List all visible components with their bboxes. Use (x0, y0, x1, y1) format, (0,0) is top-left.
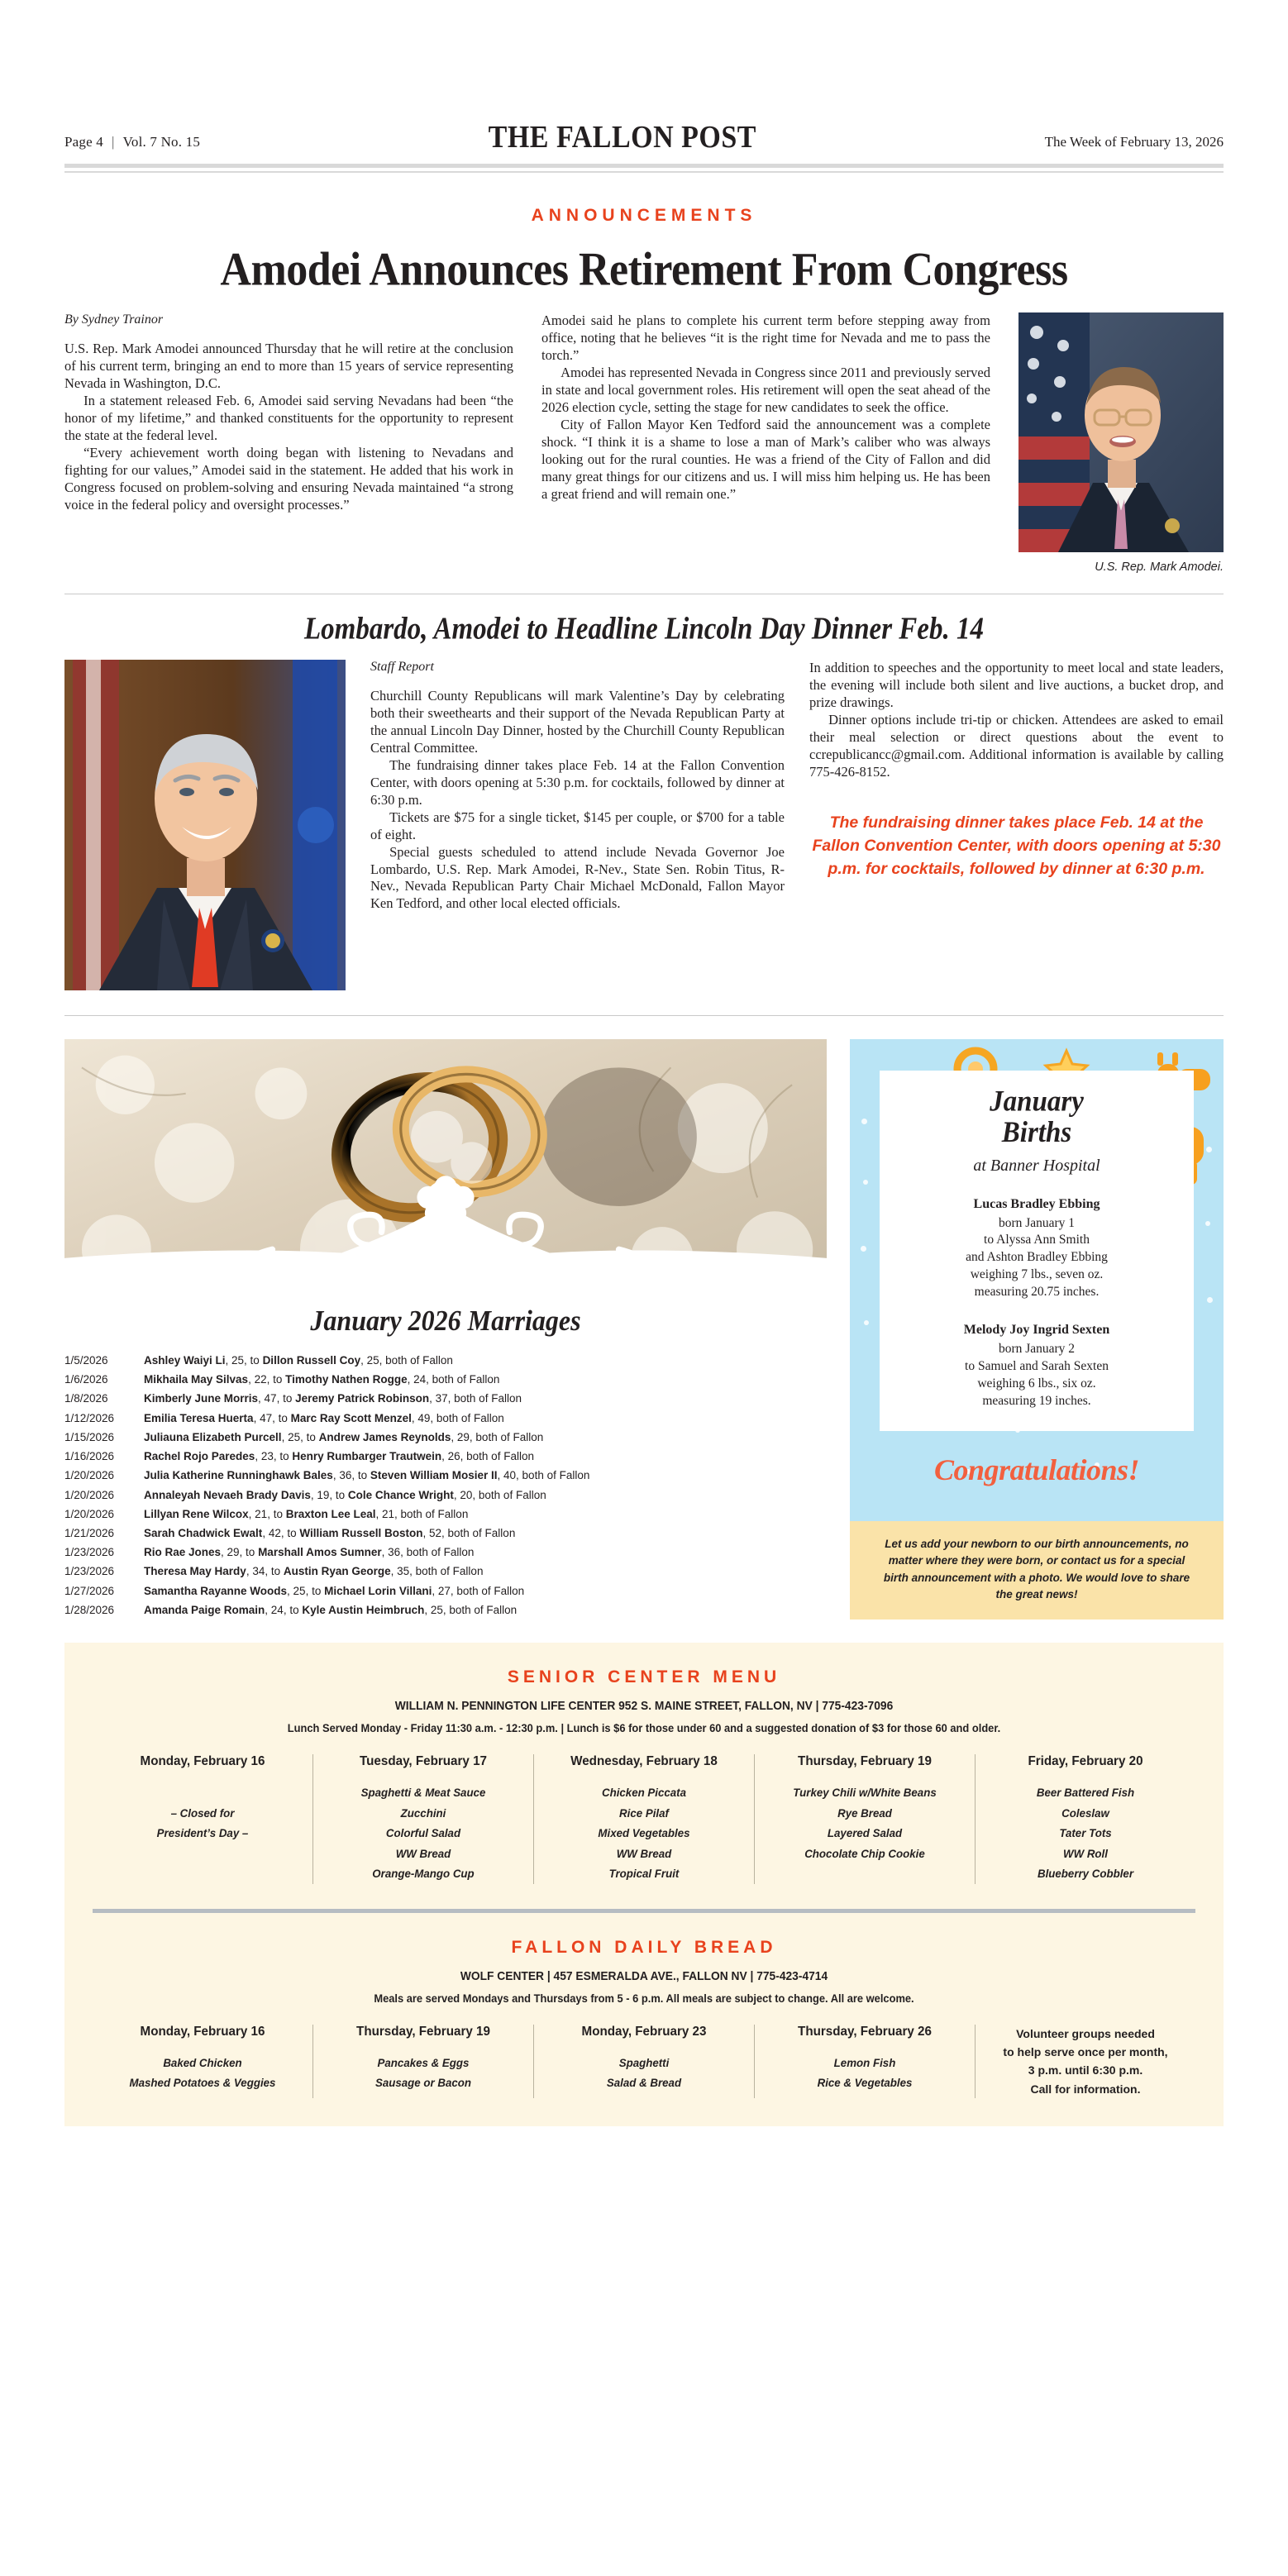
menu-day-label: Monday, February 23 (581, 2024, 707, 2039)
marriage-groom-name: Steven William Mosier II (370, 1469, 498, 1482)
menu-item: – Closed for (170, 1806, 235, 1820)
marriage-date: 1/28/2026 (64, 1603, 115, 1616)
marriage-names: Sarah Chadwick Ewalt, 42, to William Russell Boston, 52, both of Fallon (144, 1526, 516, 1539)
marriage-bride-name: Mikhaila May Silvas (144, 1373, 249, 1386)
menu-item: Beer Battered Fish (1036, 1786, 1135, 1800)
marriage-groom-name: Jeremy Patrick Robinson (295, 1392, 430, 1405)
masthead-rule (64, 164, 1224, 173)
article2-column-2 (809, 660, 1224, 880)
marriage-date: 1/12/2026 (64, 1411, 115, 1424)
marriage-groom-name: William Russell Boston (299, 1526, 423, 1539)
marriage-date: 1/23/2026 (64, 1546, 115, 1559)
marriage-names: Rio Rae Jones, 29, to Marshall Amos Sumner, 36, both of Fallon (144, 1546, 475, 1559)
paragraph: In a statement released Feb. 6, Amodei said serving Nevadans had been “the honor of my lifetime,” and thanked constituents for the opportunity to represent the state at the federal level. (64, 392, 513, 443)
birth-detail-line: weighing 6 lbs., six oz. (977, 1376, 1096, 1391)
marriage-bride-name: Sarah Chadwick Ewalt (144, 1526, 263, 1539)
marriage-bride-name: Kimberly June Morris (144, 1392, 259, 1405)
marriage-groom-name: Austin Ryan George (283, 1565, 391, 1578)
paragraph: The fundraising dinner takes place Feb. 14 at the Fallon Convention Center, with doors opening at 5:30 p.m. for cocktails, followed by dinner at 6:30 p.m. (370, 756, 785, 808)
menu-item: WW Bread (616, 1846, 672, 1860)
marriage-groom-name: Dillon Russell Coy (262, 1354, 361, 1367)
marriage-groom-name: Andrew James Reynolds (318, 1430, 451, 1443)
menu-item: Tropical Fruit (608, 1867, 680, 1881)
menu-day-label: Wednesday, February 18 (570, 1754, 718, 1769)
volunteer-note-column (976, 2025, 1195, 2099)
marriage-date: 1/20/2026 (64, 1488, 115, 1501)
senior-menu-address: WILLIAM N. PENNINGTON LIFE CENTER 952 S. MAINE STREET, FALLON, NV | 775-423-7096 (394, 1699, 894, 1714)
paragraph: Tickets are $75 for a single ticket, $145 per couple, or $700 for a table of eight. (370, 809, 785, 842)
paragraph: City of Fallon Mayor Ken Tedford said the announcement was a complete shock. “I think it is a shame to lose a man of Mark’s caliber who was always looking out for the rural counties. He was a friend of the City of Fallon and did many great things for our citizens and us. I will miss him helping us. He has been a great friend and will remain one.” (541, 416, 990, 502)
article2-pullquote: The fundraising dinner takes place Feb. 14 at the Fallon Convention Center, with doors opening at 5:30 p.m. for cocktails, followed by dinner at 6:30 p.m. (812, 813, 1221, 879)
marriage-names: Kimberly June Morris, 47, to Jeremy Patrick Robinson, 37, both of Fallon (144, 1392, 522, 1405)
menu-item: Blueberry Cobbler (1037, 1867, 1134, 1881)
community-menus-panel (64, 1643, 1224, 2126)
births-title-line2: Births (1001, 1116, 1072, 1149)
marriage-row (64, 1409, 827, 1428)
marriage-row (64, 1428, 827, 1447)
daily-bread-note: Meals are served Mondays and Thursdays from 5 - 6 p.m. All meals are subject to change. All are welcome. (374, 1991, 914, 2005)
marriage-row (64, 1562, 827, 1581)
sparkle-dot (1205, 1221, 1210, 1226)
menu-item: Rice & Vegetables (817, 2076, 913, 2090)
menu-day-column (976, 1754, 1195, 1884)
marriages-hero-image (64, 1039, 827, 1302)
marriage-names: Lillyan Rene Wilcox, 21, to Braxton Lee Leal, 21, both of Fallon (144, 1507, 469, 1520)
paragraph: Amodei said he plans to complete his current term before stepping away from office, noting that he believes “it is the right time for Nevada and me to pass the torch.” (541, 312, 990, 363)
births-title-line1: January (990, 1085, 1084, 1119)
article1-column-1 (64, 312, 513, 574)
marriage-groom-name: Cole Chance Wright (347, 1488, 454, 1501)
menu-item: Mixed Vegetables (598, 1826, 690, 1840)
menu-day-column (534, 2025, 755, 2099)
menu-day-column (755, 2025, 976, 2099)
marriages-and-births-row (0, 1016, 1288, 1620)
menu-day-label: Friday, February 20 (1028, 1754, 1143, 1769)
article2-photo-column (64, 660, 346, 990)
marriage-groom-name: Marshall Amos Sumner (258, 1546, 382, 1559)
marriage-date: 1/6/2026 (64, 1373, 108, 1386)
menu-item: President’s Day – (156, 1826, 249, 1840)
marriage-row (64, 1370, 827, 1389)
marriage-row (64, 1389, 827, 1408)
birth-detail-line: weighing 7 lbs., seven oz. (970, 1267, 1104, 1282)
menu-item: WW Bread (395, 1846, 451, 1860)
paragraph: Amodei has represented Nevada in Congress since 2011 and previously served in state and local government roles. His retirement will open the seat ahead of the 2026 election cycle, setting the stage for new candidates to seek the office. (541, 364, 991, 415)
publication-title: THE FALLON POST (488, 120, 756, 155)
menu-item: Spaghetti (618, 2055, 670, 2069)
senior-menu-title: SENIOR CENTER MENU (507, 1667, 781, 1687)
volunteer-note-line: to help serve once per month, (1003, 2044, 1168, 2058)
birth-entry (896, 1195, 1177, 1301)
birth-detail-line: and Ashton Bradley Ebbing (966, 1250, 1108, 1265)
paragraph: U.S. Rep. Mark Amodei announced Thursday that he will retire at the conclusion of his current term, bringing an end to more than 15 years of service representing Nevada in Washington, D.C. (64, 341, 513, 391)
marriage-names: Amanda Paige Romain, 24, to Kyle Austin Heimbruch, 25, both of Fallon (144, 1603, 518, 1616)
menu-item: Chocolate Chip Cookie (804, 1846, 925, 1860)
menu-day-column (313, 1754, 534, 1884)
menu-day-column (755, 1754, 976, 1884)
marriage-bride-name: Lillyan Rene Wilcox (144, 1507, 249, 1520)
marriage-row (64, 1466, 827, 1485)
menu-day-label: Thursday, February 26 (798, 2024, 932, 2039)
issue-date: The Week of February 13, 2026 (1044, 134, 1224, 150)
marriage-bride-name: Samantha Rayanne Woods (144, 1584, 288, 1597)
marriage-names: Rachel Rojo Paredes, 23, to Henry Rumbarger Trautwein, 26, both of Fallon (144, 1450, 534, 1463)
marriage-groom-name: Henry Rumbarger Trautwein (292, 1450, 442, 1463)
marriages-list (64, 1351, 827, 1620)
births-subtitle: at Banner Hospital (973, 1156, 1100, 1175)
birth-baby-name: Lucas Bradley Ebbing (973, 1196, 1100, 1211)
menu-item: Spaghetti & Meat Sauce (360, 1786, 486, 1800)
paragraph: In addition to speeches and the opportunity to meet local and state leaders, the evening will include both silent and live auctions, a bucket drop, and prize drawings. (809, 660, 1224, 710)
marriage-groom-name: Timothy Nathen Rogge (285, 1373, 408, 1386)
menu-item (104, 1782, 301, 1803)
marriage-row (64, 1543, 827, 1562)
menu-item: Rice Pilaf (619, 1806, 669, 1820)
wedding-rings-photo (64, 1039, 827, 1302)
marriage-names: Annaleyah Nevaeh Brady Davis, 19, to Cole Chance Wright, 20, both of Fallon (144, 1488, 546, 1501)
marriage-date: 1/20/2026 (64, 1469, 115, 1482)
menu-item: Baked Chicken (163, 2055, 242, 2069)
menu-day-column (534, 1754, 755, 1884)
marriages-section (64, 1039, 827, 1620)
marriage-date: 1/15/2026 (64, 1430, 115, 1443)
birth-baby-name: Melody Joy Ingrid Sexten (963, 1323, 1110, 1338)
birth-detail-line: born January 2 (998, 1341, 1076, 1356)
article2-col2-text (809, 660, 1224, 781)
article1-col1-text (64, 341, 513, 514)
paragraph: Dinner options include tri-tip or chicken. Attendees are asked to email their meal selection or direct questions about the event to ccrepublicancc@gmail.com. Additional information is available by calling 775-426-8152. (809, 711, 1224, 780)
article2-column-1 (370, 660, 785, 913)
senior-menu-grid (93, 1754, 1195, 1884)
marriage-row (64, 1600, 827, 1620)
menu-item: Colorful Salad (385, 1826, 461, 1840)
article1-photo-caption: U.S. Rep. Mark Amodei. (1095, 561, 1224, 574)
marriage-bride-name: Emilia Teresa Huerta (144, 1411, 254, 1424)
menu-item: Salad & Bread (606, 2076, 682, 2090)
marriage-groom-name: Kyle Austin Heimbruch (302, 1603, 425, 1616)
birth-detail-line: measuring 19 inches. (982, 1393, 1091, 1408)
article2-body (0, 645, 1288, 990)
marriage-names: Mikhaila May Silvas, 22, to Timothy Nathen Rogge, 24, both of Fallon (144, 1373, 500, 1386)
article2-headline: Lombardo, Amodei to Headline Lincoln Day Dinner Feb. 14 (304, 612, 984, 646)
marriage-names: Julia Katherine Runninghawk Bales, 36, to Steven William Mosier II, 40, both of Fallon (144, 1469, 590, 1482)
marriage-row (64, 1524, 827, 1543)
sparkle-dot (861, 1246, 866, 1252)
marriage-row (64, 1505, 827, 1524)
panel-divider-rule (93, 1909, 1195, 1913)
marriage-names: Ashley Waiyi Li, 25, to Dillon Russell Coy, 25, both of Fallon (144, 1354, 453, 1367)
marriage-bride-name: Annaleyah Nevaeh Brady Davis (144, 1488, 311, 1501)
menu-day-label: Tuesday, February 17 (359, 1754, 488, 1769)
article1-byline: By Sydney Trainor (64, 312, 164, 327)
menu-item: Tater Tots (1059, 1826, 1112, 1840)
menu-day-column (313, 2025, 534, 2099)
article2-col1-text (370, 688, 785, 913)
menu-item: Lemon Fish (833, 2055, 896, 2069)
birth-detail-line: to Samuel and Sarah Sexten (965, 1358, 1109, 1373)
masthead-left (64, 134, 200, 150)
menu-day-label: Monday, February 16 (140, 1754, 265, 1769)
menu-item: Zucchini (400, 1806, 446, 1820)
marriage-names: Emilia Teresa Huerta, 47, to Marc Ray Scott Menzel, 49, both of Fallon (144, 1411, 504, 1424)
marriage-row (64, 1581, 827, 1600)
marriage-names: Samantha Rayanne Woods, 25, to Michael Lorin Villani, 27, both of Fallon (144, 1584, 525, 1597)
sparkle-dot (864, 1320, 869, 1325)
volunteer-note-line: Volunteer groups needed (1016, 2026, 1155, 2040)
senior-menu-note: Lunch Served Monday - Friday 11:30 a.m. - 12:30 p.m. | Lunch is $6 for those under 60 and a suggested donation of $3 for those 60 and older. (287, 1721, 1001, 1735)
menu-item: Mashed Potatoes & Veggies (129, 2076, 276, 2090)
menu-item: Layered Salad (827, 1826, 903, 1840)
volunteer-note-line: 3 p.m. until 6:30 p.m. (1028, 2063, 1143, 2077)
marriage-row (64, 1351, 827, 1370)
article1-photo-column (1018, 312, 1224, 574)
menu-item: Chicken Piccata (601, 1786, 687, 1800)
menu-item: Sausage or Bacon (374, 2076, 472, 2090)
marriage-groom-name: Michael Lorin Villani (324, 1584, 432, 1597)
sparkle-dot (1207, 1297, 1213, 1303)
marriage-date: 1/5/2026 (64, 1354, 108, 1367)
births-text-card (880, 1071, 1194, 1431)
birth-entry (896, 1321, 1177, 1410)
daily-bread-address: WOLF CENTER | 457 ESMERALDA AVE., FALLON NV | 775-423-4714 (460, 1968, 828, 1983)
paragraph: “Every achievement worth doing began with listening to Nevadans and fighting for our values,” Amodei said in the statement. He added that his work in Congress focused on problem-solving and ensuring Nevada maintained “a strong voice in the federal policy and oversight processes.” (64, 444, 513, 513)
article1-headline: Amodei Announces Retirement From Congress (220, 244, 1068, 296)
article2-byline: Staff Report (370, 660, 434, 674)
births-entries (896, 1195, 1177, 1410)
menu-item: Pancakes & Eggs (377, 2055, 470, 2069)
marriage-names: Theresa May Hardy, 34, to Austin Ryan George, 35, both of Fallon (144, 1565, 484, 1578)
marriage-date: 1/21/2026 (64, 1526, 115, 1539)
marriage-date: 1/8/2026 (64, 1392, 108, 1405)
congratulations-banner: Congratulations! (933, 1453, 1140, 1487)
masthead-separator: | (112, 134, 115, 150)
article1-body (0, 294, 1288, 574)
article1-column-2 (541, 312, 990, 574)
marriage-row (64, 1447, 827, 1466)
marriage-date: 1/16/2026 (64, 1450, 115, 1463)
menu-day-label: Thursday, February 19 (798, 1754, 932, 1769)
daily-bread-grid (93, 2025, 1195, 2099)
marriage-bride-name: Rachel Rojo Paredes (144, 1450, 255, 1463)
volunteer-note-line: Call for information. (1030, 2082, 1141, 2096)
masthead (0, 0, 1288, 154)
marriage-groom-name: Marc Ray Scott Menzel (290, 1411, 412, 1424)
birth-detail-line: born January 1 (998, 1215, 1076, 1230)
paragraph: Special guests scheduled to attend include Nevada Governor Joe Lombardo, U.S. Rep. Mark Amodei, R-Nev., State Sen. Robin Titus, R-Nev., Nevada Republican Party Chair Michael McDonald, Fallon Mayor Ken Tedford, and other local elected officials. (370, 843, 785, 912)
marriage-groom-name: Braxton Lee Leal (285, 1507, 376, 1520)
menu-item: Rye Bread (837, 1806, 892, 1820)
page-number: Page 4 (64, 134, 103, 150)
menu-item: WW Roll (1063, 1846, 1108, 1860)
births-title (896, 1086, 1177, 1149)
marriage-date: 1/27/2026 (64, 1584, 115, 1597)
marriage-date: 1/23/2026 (64, 1565, 115, 1578)
birth-detail-line: to Alyssa Ann Smith (984, 1233, 1090, 1247)
menu-day-column (93, 2025, 313, 2099)
birth-detail-line: measuring 20.75 inches. (974, 1285, 1100, 1300)
menu-item: Orange-Mango Cup (372, 1867, 475, 1881)
marriage-bride-name: Theresa May Hardy (144, 1565, 246, 1578)
marriage-bride-name: Ashley Waiyi Li (144, 1354, 226, 1367)
section-kicker: ANNOUNCEMENTS (531, 206, 757, 225)
volume-issue: Vol. 7 No. 15 (122, 134, 201, 150)
births-footer-note: Let us add your newborn to our birth announcements, no matter where they were born, or contact us for a special birth announcement with a photo. We would love to share the great news! (850, 1521, 1224, 1620)
marriage-names: Juliauna Elizabeth Purcell, 25, to Andrew James Reynolds, 29, both of Fallon (144, 1430, 544, 1443)
paragraph: Churchill County Republicans will mark Valentine’s Day by celebrating both their sweethearts and their support of the Nevada Republican Party at the annual Lincoln Day Dinner, hosted by the Churchill County Republican Central Committee. (370, 688, 785, 756)
portrait-mark-amodei-photo (1018, 312, 1224, 552)
marriage-bride-name: Julia Katherine Runninghawk Bales (144, 1469, 333, 1482)
article1-col2-text (541, 312, 990, 503)
marriage-bride-name: Amanda Paige Romain (144, 1603, 265, 1616)
marriages-title: January 2026 Marriages (310, 1304, 581, 1337)
menu-day-label: Monday, February 16 (140, 2024, 265, 2039)
marriage-bride-name: Rio Rae Jones (144, 1546, 222, 1559)
marriage-date: 1/20/2026 (64, 1507, 115, 1520)
menu-day-label: Thursday, February 19 (356, 2024, 490, 2039)
menu-item: Coleslaw (1061, 1806, 1109, 1820)
portrait-governor-joe-lombardo-photo (64, 660, 346, 990)
daily-bread-title: FALLON DAILY BREAD (511, 1937, 777, 1957)
births-card (850, 1039, 1224, 1620)
menu-day-column (93, 1754, 313, 1884)
marriage-row (64, 1486, 827, 1505)
marriage-bride-name: Juliauna Elizabeth Purcell (144, 1430, 282, 1443)
menu-item: Turkey Chili w/White Beans (793, 1786, 937, 1800)
